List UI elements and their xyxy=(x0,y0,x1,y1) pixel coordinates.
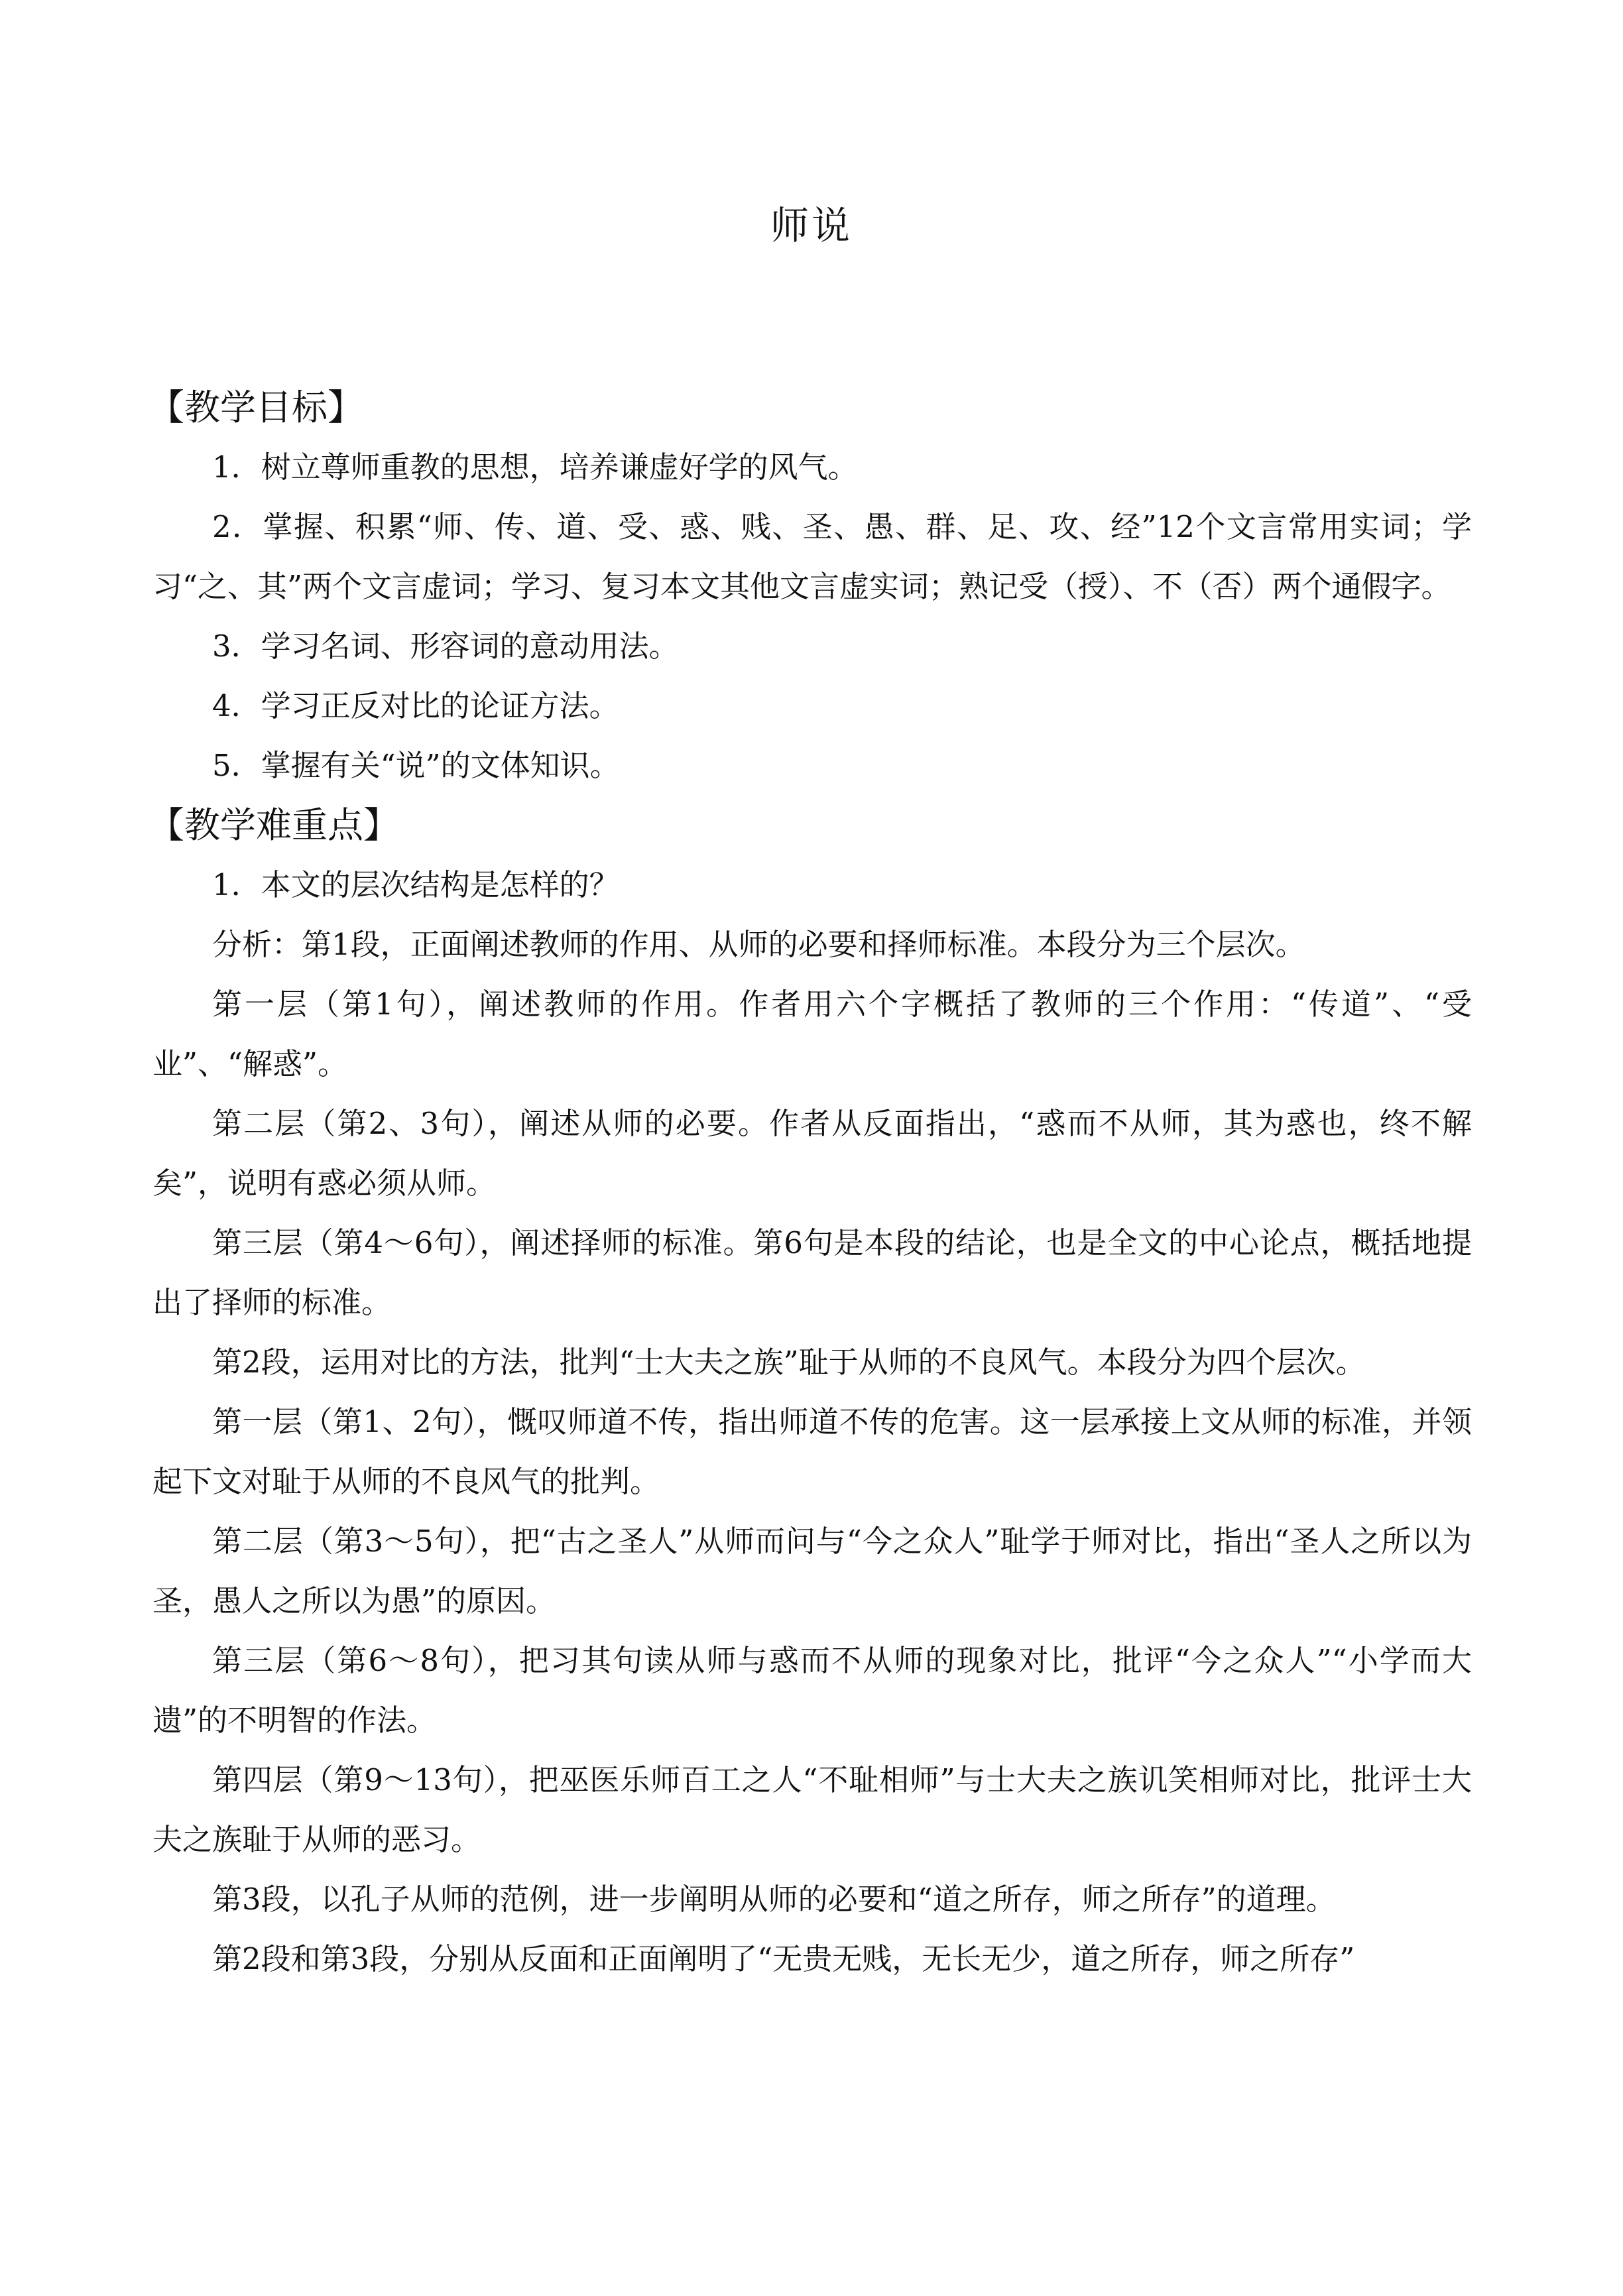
section-heading-teaching-goals: 【教学目标】 xyxy=(149,387,363,428)
paragraph: 1．本文的层次结构是怎样的？ xyxy=(212,867,619,902)
page-title: 师说 xyxy=(770,203,853,248)
paragraph: 第一层（第1句），阐述教师的作用。作者用六个字概括了教师的三个作用：“传道”、“受业”、“解惑”。 xyxy=(152,987,1472,1081)
paragraph: 第2段和第3段，分别从反面和正面阐明了“无贵无贱，无长无少，道之所存，师之所存” xyxy=(212,1941,1355,1976)
document-body xyxy=(149,378,1472,1989)
paragraph: 第三层（第4～6句），阐述择师的标准。第6句是本段的结论，也是全文的中心论点，概括地提出了择师的标准。 xyxy=(152,1225,1472,1320)
paragraph: 第三层（第6～8句），把习其句读从师与惑而不从师的现象对比，批评“今之众人”“小学而大遗”的不明智的作法。 xyxy=(152,1643,1472,1738)
paragraph: 分析：第1段，正面阐述教师的作用、从师的必要和择师标准。本段分为三个层次。 xyxy=(212,927,1305,962)
paragraph: 1．树立尊师重教的思想，培养谦虚好学的风气。 xyxy=(212,450,858,485)
paragraph: 第二层（第3～5句），把“古之圣人”从师而问与“今之众人”耻学于师对比，指出“圣人之所以为圣，愚人之所以为愚”的原因。 xyxy=(152,1524,1472,1618)
paragraph: 5．掌握有关“说”的文体知识。 xyxy=(212,748,620,783)
paragraph: 第3段，以孔子从师的范例，进一步阐明从师的必要和“道之所存，师之所存”的道理。 xyxy=(212,1882,1336,1917)
paragraph: 第2段，运用对比的方法，批判“士大夫之族”耻于从师的不良风气。本段分为四个层次。 xyxy=(212,1345,1366,1380)
paragraph: 4．学习正反对比的论证方法。 xyxy=(212,688,619,723)
paragraph: 2．掌握、积累“师、传、道、受、惑、贱、圣、愚、群、足、攻、经”12个文言常用实词；学习“之、其”两个文言虚词；学习、复习本文其他文言虚实词；熟记受（授）、不（否）两个通假字。 xyxy=(152,509,1472,604)
paragraph: 第二层（第2、3句），阐述从师的必要。作者从反面指出，“惑而不从师，其为惑也，终不解矣”，说明有惑必须从师。 xyxy=(152,1106,1472,1201)
paragraph: 3．学习名词、形容词的意动用法。 xyxy=(212,629,679,664)
section-heading-key-points: 【教学难重点】 xyxy=(149,804,399,846)
paragraph: 第一层（第1、2句），慨叹师道不传，指出师道不传的危害。这一层承接上文从师的标准，并领起下文对耻于从师的不良风气的批判。 xyxy=(152,1404,1472,1499)
paragraph: 第四层（第9～13句），把巫医乐师百工之人“不耻相师”与士大夫之族讥笑相师对比，批评士大夫之族耻于从师的恶习。 xyxy=(152,1762,1472,1857)
